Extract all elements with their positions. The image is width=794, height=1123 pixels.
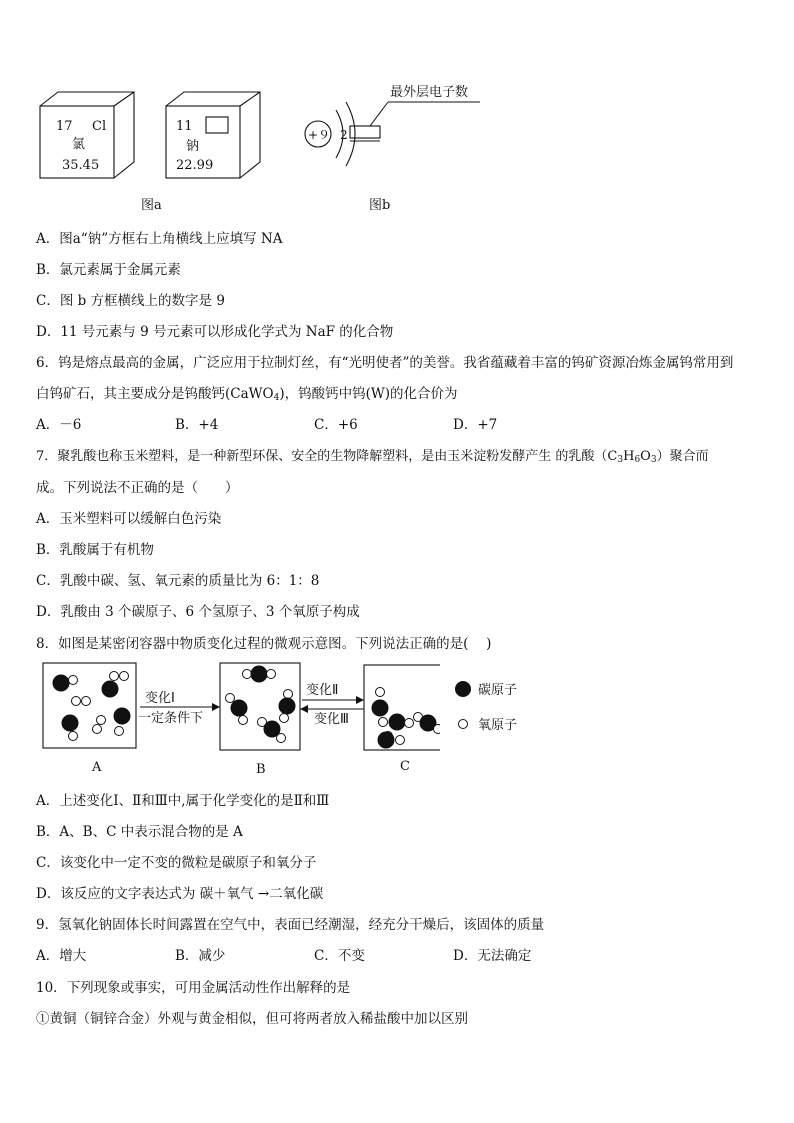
- q8-stem: 8．如图是某密闭容器中物质变化过程的微观示意图。下列说法正确的是( ): [36, 636, 492, 652]
- q7-stem-line2: 成。下列说法不正确的是（ ）: [36, 480, 239, 496]
- cl-name: 氯: [72, 137, 86, 152]
- q8-option-b: B．A、B、C 中表示混合物的是 A: [36, 824, 243, 840]
- change-1-label: 变化Ⅰ: [145, 691, 175, 706]
- na-atomic-mass: 22.99: [176, 158, 214, 173]
- cl-symbol: Cl: [92, 119, 107, 134]
- q9-option-a: A．增大: [36, 948, 87, 964]
- q6-stem-line1: 6．钨是熔点最高的金属，广泛应用于拉制灯丝，有“光明使者”的美誉。我省蕴藏着丰富的钨矿资源冶炼金属钨常用到: [36, 355, 734, 371]
- q9-option-c: C．不变: [314, 948, 365, 964]
- box-b-label: B: [256, 762, 266, 777]
- inner-shell-electrons: 2: [340, 128, 348, 142]
- figure-a-caption: 图a: [141, 198, 162, 213]
- q8-legend: [452, 678, 476, 734]
- blank-symbol-box: [206, 117, 228, 133]
- oxygen-atom-legend-icon: [459, 720, 468, 729]
- na-atomic-number: 11: [176, 119, 193, 134]
- figure-b-caption: 图b: [369, 198, 391, 213]
- box-a-label: A: [92, 760, 102, 775]
- q10-item-1: ①黄铜（铜锌合金）外观与黄金相似，但可将两者放入稀盐酸中加以区别: [36, 1011, 468, 1027]
- q7-option-c: C．乳酸中碳、氢、氧元素的质量比为 6：1：8: [36, 573, 320, 589]
- q5-option-d: D．11 号元素与 9 号元素可以形成化学式为 NaF 的化合物: [36, 324, 394, 340]
- change-2-label: 变化Ⅱ: [306, 683, 339, 698]
- legend-carbon: 碳原子: [478, 683, 518, 698]
- legend-oxygen: 氧原子: [478, 718, 518, 733]
- q6-option-c: C．+6: [314, 417, 358, 433]
- q9-option-b: B．减少: [175, 948, 226, 964]
- change-3-label: 变化Ⅲ: [314, 712, 349, 727]
- q6-stem-line2: 白钨矿石，其主要成分是钨酸钙(CaWO$_4$)，钨酸钙中钨(W)的化合价为: [36, 386, 458, 403]
- q5-option-b: B．氯元素属于金属元素: [36, 262, 181, 278]
- cl-atomic-mass: 35.45: [62, 158, 100, 173]
- q7-option-a: A．玉米塑料可以缓解白色污染: [36, 511, 222, 527]
- q8-option-c: C．该变化中一定不变的微粒是碳原子和氧分子: [36, 855, 317, 871]
- q8-option-d: D．该反应的文字表达式为 碳＋氧气 →二氧化碳: [36, 886, 324, 902]
- box-b-particles: [226, 666, 296, 743]
- q7-option-d: D．乳酸由 3 个碳原子、6 个氢原子、3 个氧原子构成: [36, 604, 360, 620]
- carbon-atom-legend-icon: [455, 681, 471, 697]
- q5-option-c: C．图 b 方框横线上的数字是 9: [36, 293, 225, 309]
- q8-option-a: A．上述变化Ⅰ、Ⅱ和Ⅲ中,属于化学变化的是Ⅱ和Ⅲ: [36, 793, 330, 809]
- q7-stem-line1: 7．聚乳酸也称玉米塑料，是一种新型环保、安全的生物降解塑料，是由玉米淀粉发酵产生 的乳酸$(C_3H_6O_3)$聚合而: [36, 449, 709, 465]
- q10-stem: 10．下列现象或事实，可用金属活动性作出解释的是: [36, 980, 351, 996]
- box-a-particles: [53, 672, 130, 741]
- box-c-label: C: [400, 759, 410, 774]
- nucleus-charge: +９: [308, 128, 331, 142]
- q9-stem: 9．氢氧化钠固体长时间露置在空气中，表面已经潮湿，经充分干燥后，该固体的质量: [36, 917, 545, 933]
- q6-option-d: D．+7: [453, 417, 498, 433]
- box-c-particles: [372, 688, 440, 749]
- q5-option-a: A．图a“钠”方框右上角横线上应填写 NA: [36, 231, 283, 247]
- q9-option-d: D．无法确定: [453, 948, 532, 964]
- q7-option-b: B．乳酸属于有机物: [36, 542, 154, 558]
- cl-atomic-number: 17: [56, 119, 73, 134]
- outer-electron-callout: 最外层电子数: [390, 85, 469, 100]
- na-name: 钠: [186, 139, 200, 154]
- q6-option-a: A．－6: [36, 417, 82, 433]
- change-1-condition: 一定条件下: [138, 711, 204, 726]
- q6-option-b: B．+4: [175, 417, 219, 433]
- q8-particle-diagram: [40, 660, 440, 755]
